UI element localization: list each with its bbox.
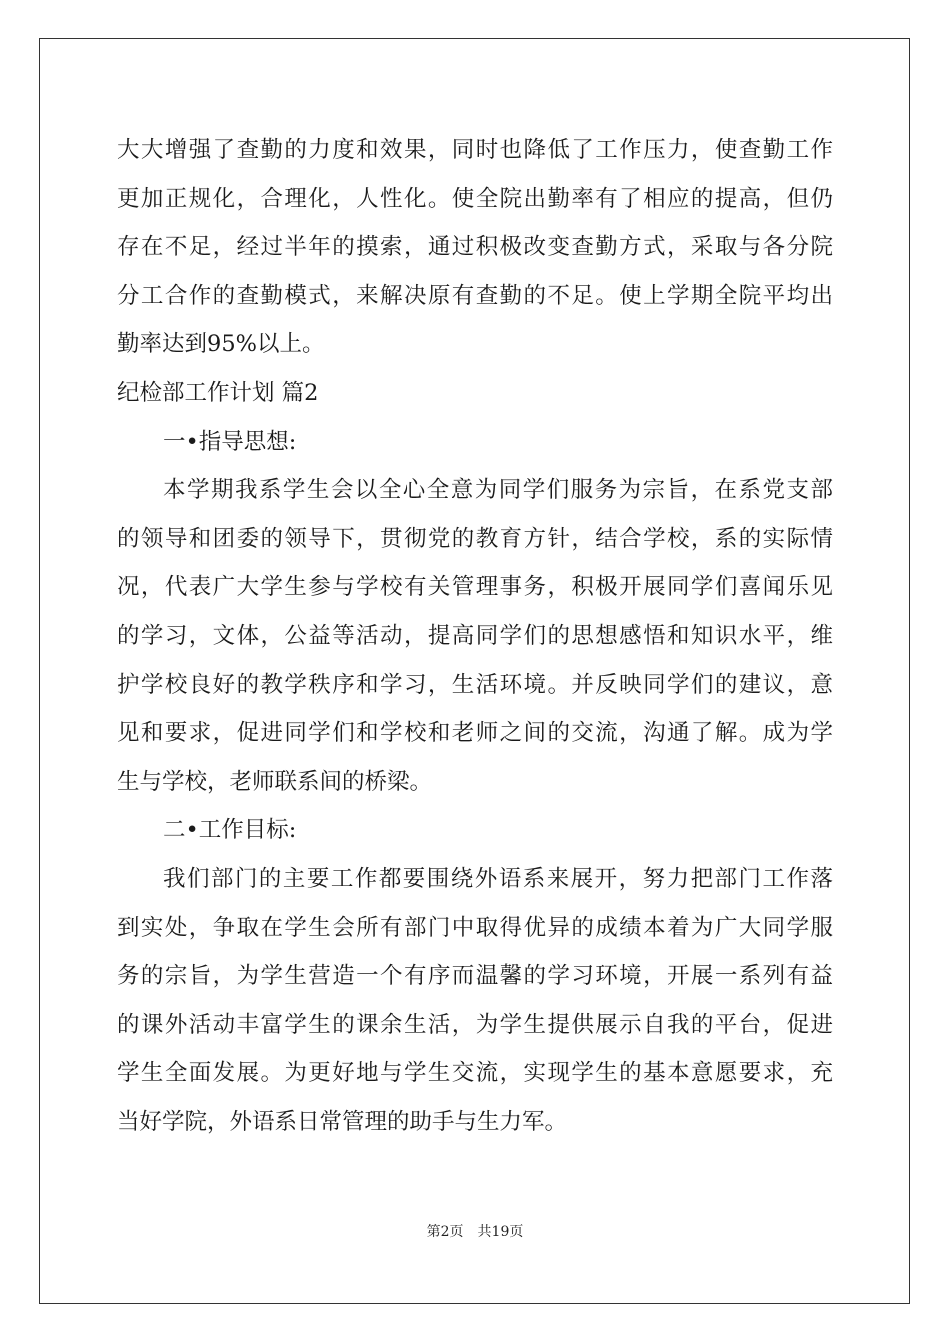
page-number-total: 共19页 (477, 1224, 524, 1240)
paragraph-line: 的课外活动丰富学生的课余生活，为学生提供展示自我的平台，促进 (117, 1011, 833, 1038)
paragraph-line: 当好学院，外语系日常管理的助手与生力军。 (117, 1108, 568, 1135)
paragraph-line: 大大增强了查勤的力度和效果，同时也降低了工作压力，使查勤工作 (117, 137, 833, 163)
paragraph-line: 务的宗旨，为学生营造一个有序而温馨的学习环境，开展一系列有益 (117, 963, 833, 990)
paragraph-line: 生与学校，老师联系间的桥梁。 (117, 768, 433, 795)
paragraph-line: 见和要求，促进同学们和学校和老师之间的交流，沟通了解。成为学 (117, 720, 833, 747)
paragraph-line: 存在不足，经过半年的摸索，通过积极改变查勤方式，采取与各分院 (117, 234, 833, 261)
section-title: 纪检部工作计划 篇2 (117, 379, 319, 406)
paragraph-line: 护学校良好的教学秩序和学习，生活环境。并反映同学们的建议，意 (117, 671, 833, 698)
paragraph-line: 分工合作的查勤模式，来解决原有查勤的不足。使上学期全院平均出 (117, 282, 833, 309)
paragraph-line: 本学期我系学生会以全心全意为同学们服务为宗旨，在系党支部 (163, 477, 833, 504)
paragraph-line: 勤率达到95%以上。 (117, 331, 325, 358)
paragraph-line: 更加正规化，合理化，人性化。使全院出勤率有了相应的提高，但仍 (117, 185, 833, 212)
paragraph-line: 的领导和团委的领导下，贯彻党的教育方针，结合学校，系的实际情 (117, 525, 833, 552)
paragraph-line: 的学习，文体，公益等活动，提高同学们的思想感悟和知识水平，维 (117, 622, 833, 649)
paragraph-line: 我们部门的主要工作都要围绕外语系来展开，努力把部门工作落 (163, 865, 833, 892)
page-number-current: 第2页 (426, 1224, 464, 1240)
page-footer (0, 1222, 950, 1242)
document-body (117, 126, 833, 1146)
section-heading: 一•指导思想: (163, 428, 297, 455)
paragraph-line: 到实处，争取在学生会所有部门中取得优异的成绩本着为广大同学服 (117, 914, 833, 941)
paragraph-line: 学生全面发展。为更好地与学生交流，实现学生的基本意愿要求，充 (117, 1060, 833, 1087)
section-heading: 二•工作目标: (163, 817, 297, 844)
paragraph-line: 况，代表广大学生参与学校有关管理事务，积极开展同学们喜闻乐见 (117, 574, 833, 601)
